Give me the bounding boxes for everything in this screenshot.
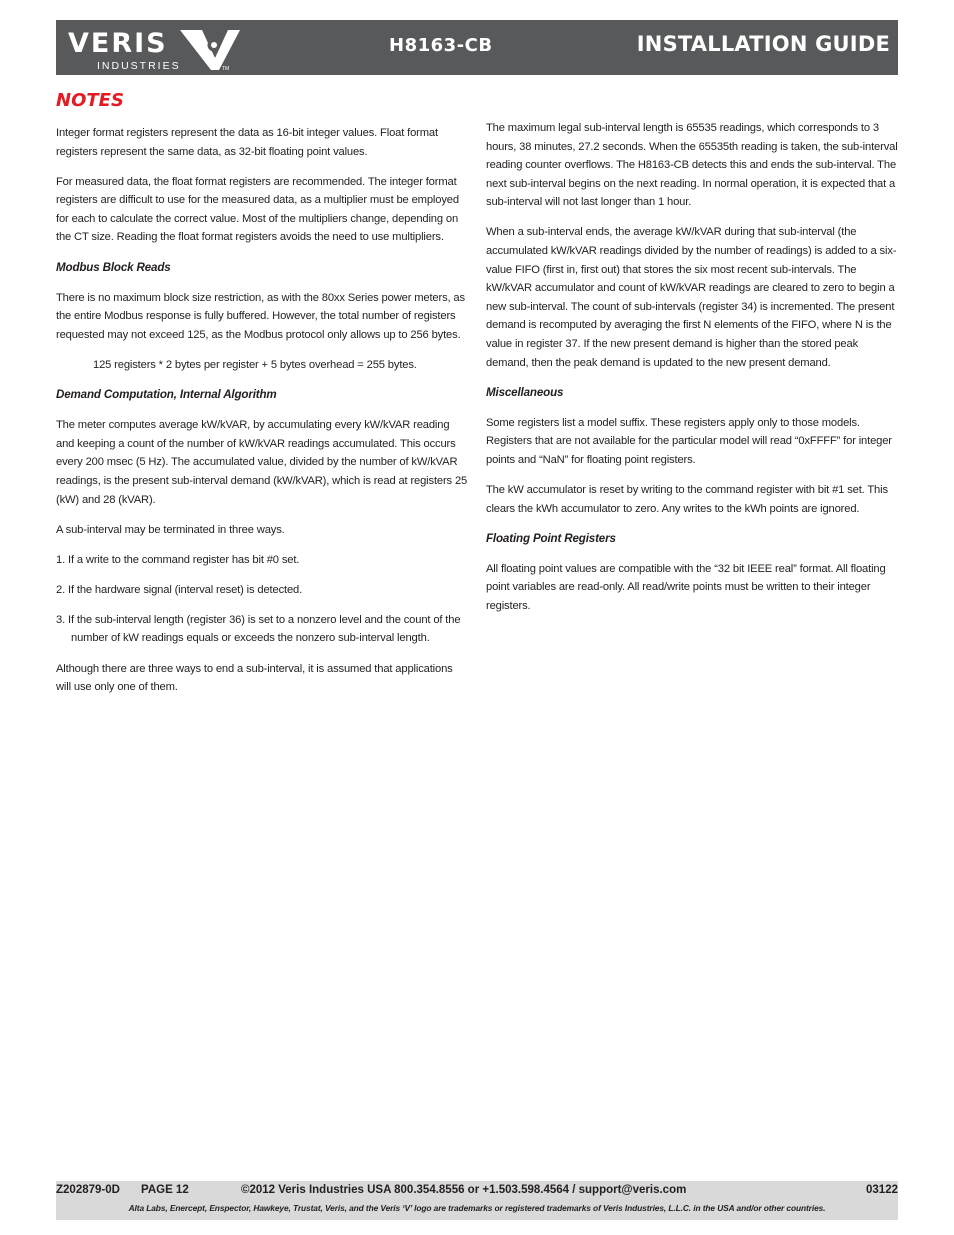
page-number: PAGE 12 <box>141 1184 189 1196</box>
trademark-notice: Alta Labs, Enercept, Enspector, Hawkeye, Trustat, Veris, and the Veris ‘V’ logo are trademarks or registered trademarks of Veris Industries, L.L.C. in the USA and/or other countries. <box>128 1203 826 1213</box>
paragraph-sub-interval-termination: A sub-interval may be terminated in three ways. <box>56 523 285 536</box>
list-item-command-register: 1. If a write to the command register has bit #0 set. <box>56 553 300 566</box>
list-item-sub-interval-length: 3. If the sub-interval length (register 36) is set to a nonzero level and the count of the number of kW readings equals or exceeds the nonzero sub-interval length. <box>56 613 461 645</box>
paragraph-ieee-format: All floating point values are compatible with the “32 bit IEEE real” format. All floating point variables are read-only. All read/write points must be written to their integer registers. <box>486 562 886 613</box>
paragraph-register-formats: Integer format registers represent the data as 16-bit integer values. Float format registers represent the same data, as 32-bit floating point values. <box>56 127 438 158</box>
paragraph-fifo-demand: When a sub-interval ends, the average kW/kVAR during that sub-interval (the accumulated kW/kVAR readings divided by the number of readings) is added to a six-value FIFO (first in, first out) that stores the six most recent sub-intervals. The kW/kVAR accumulator and count of kW/kVAR readings are cleared to zero to begin a new sub-interval. The count of sub-intervals (register 34) is incremented. The present demand is recomputed by averaging the first N elements of the FIFO, where N is the value in register 37. If the new present demand is higher than the stored peak demand, then the peak demand is updated to the new present demand. <box>486 226 897 369</box>
paragraph-demand-algorithm: The meter computes average kW/kVAR, by accumulating every kW/kVAR reading and keeping a count of the number of kW/kVAR readings accumulated. This occurs every 200 msec (5 Hz). The accumulated value, divided by the number of kW/kVAR readings, is the present sub-interval demand (kW/kVAR), which is read at registers 25 (kW) and 28 (kVAR). <box>56 419 468 506</box>
formula-byte-count: 125 registers * 2 bytes per register + 5 bytes overhead = 255 bytes. <box>93 358 417 371</box>
logo-subtitle: INDUSTRIES <box>97 60 181 72</box>
model-number: H8163-CB <box>389 35 493 56</box>
paragraph-block-size: There is no maximum block size restriction, as with the 80xx Series power meters, as the entire Modbus response is fully buffered. However, the total number of registers requested may not exceed 125, as the Modbus protocol only allows up to 256 bytes. <box>56 291 465 341</box>
veris-v-mark-icon <box>180 30 240 70</box>
page-header <box>56 20 898 75</box>
subheading-miscellaneous: Miscellaneous <box>486 385 564 399</box>
logo-wordmark: VERIS <box>68 28 168 59</box>
logo-trademark: TM <box>222 66 230 72</box>
paragraph-float-recommended: For measured data, the float format registers are recommended. The integer format registers are difficult to use for the measured data, as a multiplier must be employed for each to calculate the correct value. Most of the multipliers change, depending on the CT size. Reading the float format registers avoids the need to use multipliers. <box>56 175 459 244</box>
veris-logo-graphic <box>68 26 243 72</box>
copyright-contact: ©2012 Veris Industries USA 800.354.8556 or +1.503.598.4564 / support@veris.com <box>241 1184 687 1196</box>
page-footer <box>56 1181 898 1220</box>
subheading-demand-computation: Demand Computation, Internal Algorithm <box>56 388 277 402</box>
document-title: INSTALLATION GUIDE <box>636 32 890 56</box>
paragraph-model-suffix: Some registers list a model suffix. These registers apply only to those models. Registers that are not available for the particular model will read “0xFFFF” for integer points and “NaN” for floating point registers. <box>486 416 892 466</box>
revision-code: 03122 <box>866 1184 898 1196</box>
paragraph-single-method: Although there are three ways to end a sub-interval, it is assumed that applications will use only one of them. <box>56 662 453 694</box>
subheading-floating-point: Floating Point Registers <box>486 531 616 545</box>
footer-info-row <box>56 1184 898 1200</box>
right-column <box>486 119 898 627</box>
veris-logo <box>68 26 243 72</box>
subheading-modbus-block-reads: Modbus Block Reads <box>56 260 171 274</box>
paragraph-max-sub-interval: The maximum legal sub-interval length is 65535 readings, which corresponds to 3 hours, 38 minutes, 27.2 seconds. When the 65535th reading is taken, the sub-interval reading counter overflows. The H8163-CB detects this and ends the sub-interval. The next sub-interval begins on the next reading. In normal operation, it is expected that a sub-interval will not last longer than 1 hour. <box>486 122 898 209</box>
paragraph-kw-accumulator: The kW accumulator is reset by writing to the command register with bit #1 set. This clears the kWh accumulator to zero. Any writes to the kWh points are ignored. <box>486 484 888 515</box>
list-item-hardware-signal: 2. If the hardware signal (interval reset) is detected. <box>56 583 303 596</box>
left-column <box>56 124 468 708</box>
section-heading-notes: NOTES <box>56 90 124 111</box>
document-number: Z202879-0D <box>56 1184 120 1196</box>
